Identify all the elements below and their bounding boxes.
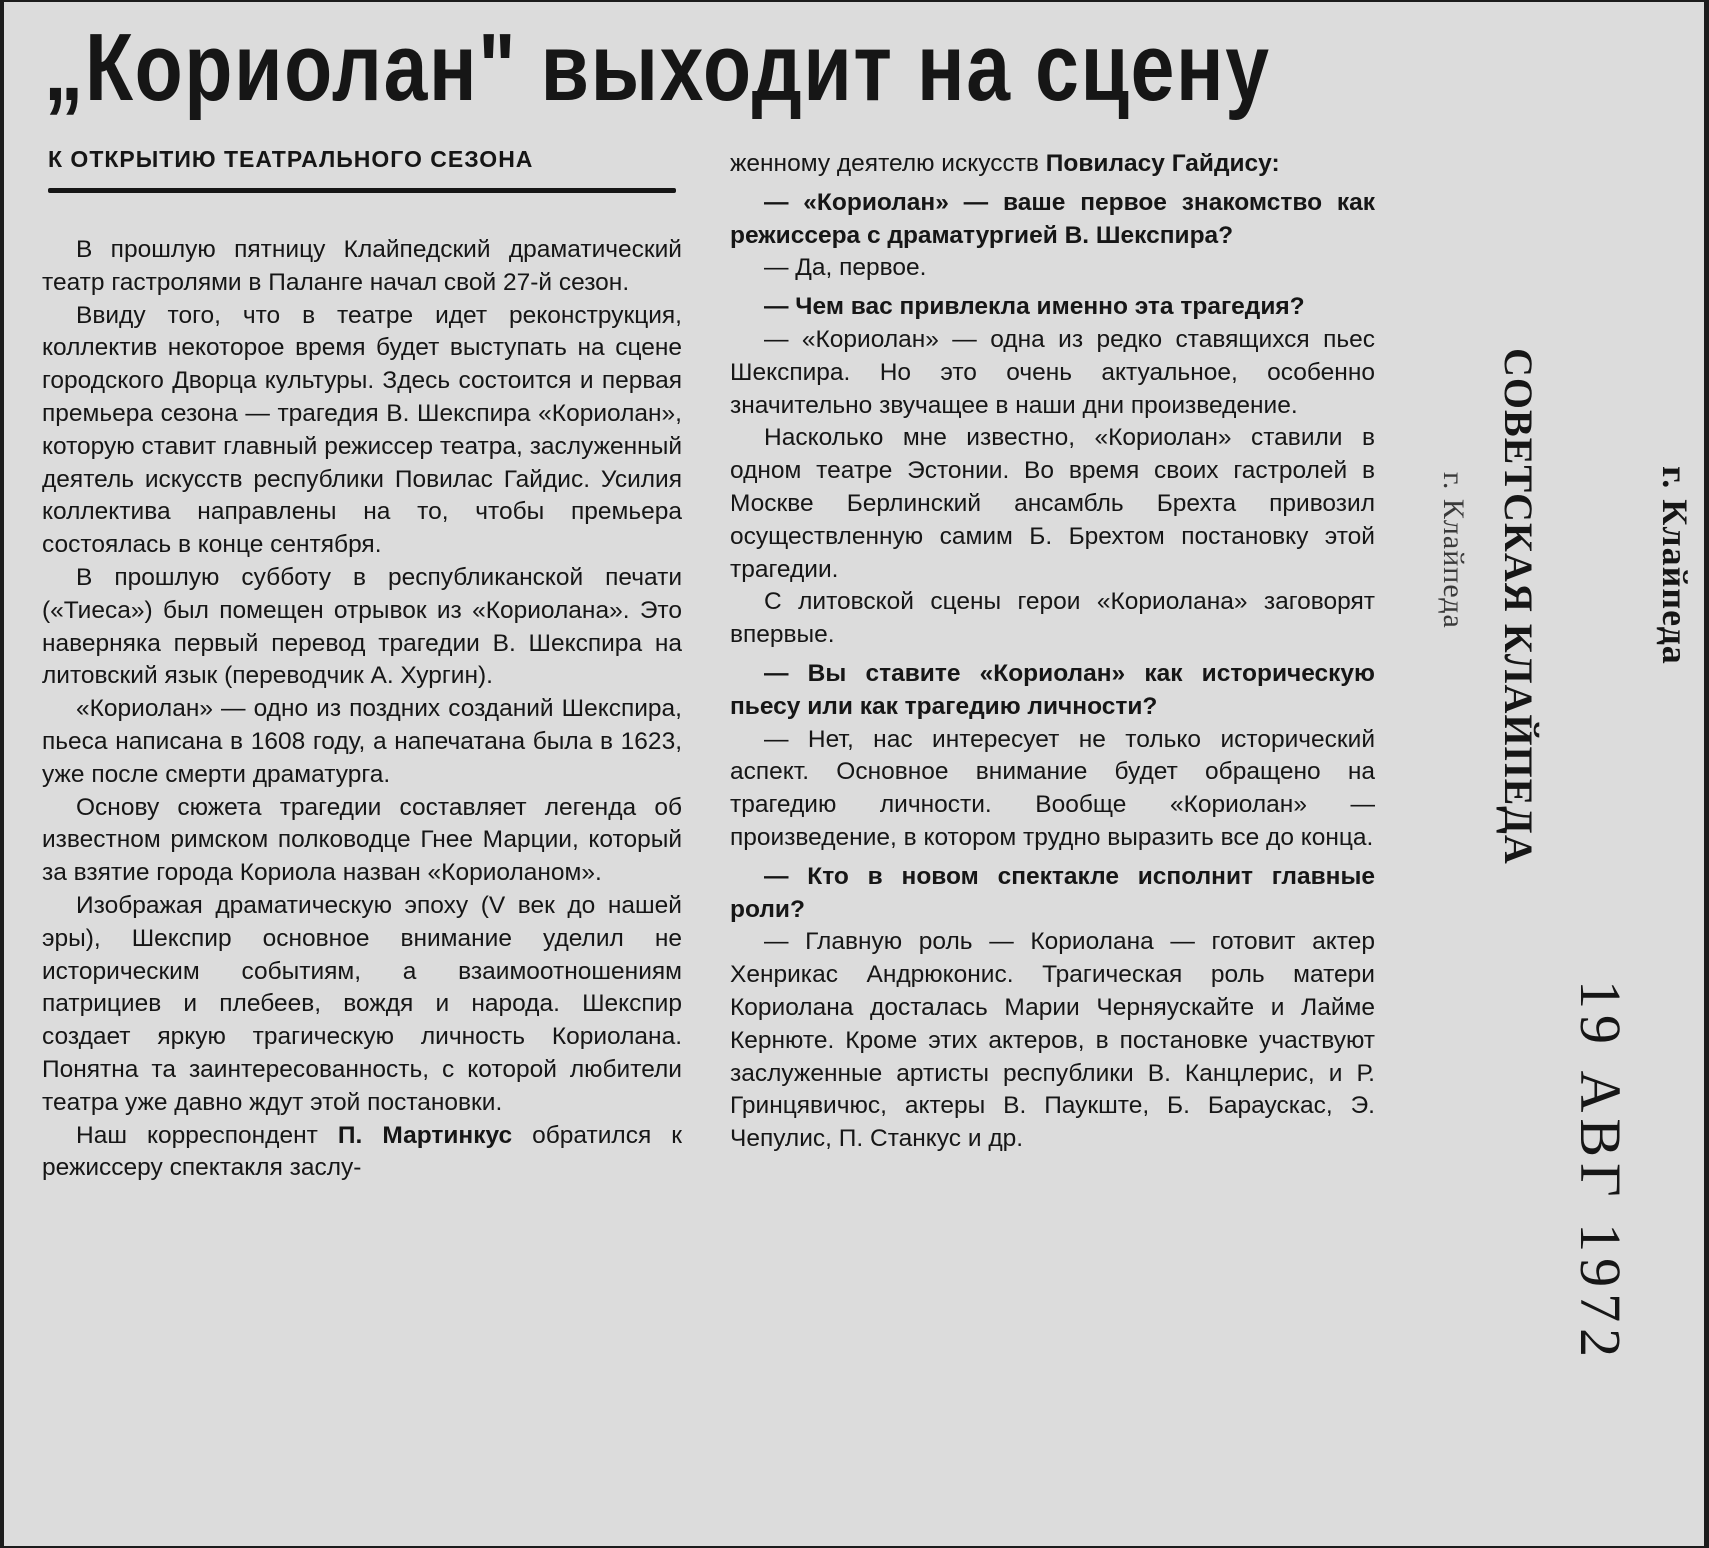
interview-paragraphs	[730, 187, 1375, 1156]
interview-answer: — Главную роль — Кориолана — готовит актер Хенрикас Андрюконис. Трагическая роль матери Кориолана досталась Марии Черняускайте и Лайме Кернюте. Кроме этих актеров, в постановке участвуют заслуженные артисты республики В. Канцлерис, и Р. Гринцявичюс, актеры В. Паукште, Б. Бараускас, Э. Чепулис, П. Станкус и др.	[730, 928, 1375, 1153]
text-fragment: обратился к режиссеру спектакля заслу-	[42, 1121, 682, 1182]
interview-answer: — «Кориолан» — одна из редко ставящихся пьес Шекспира. Но это очень актуальное, особенно значительно звучащее в наши дни произведение.	[730, 325, 1375, 419]
paragraph: В прошлую пятницу Клайпедский драматический театр гастролями в Паланге начал свой 27-й сезон.	[42, 236, 682, 296]
interview-question: — Чем вас привлекла именно эта трагедия?	[764, 293, 1305, 321]
section-kicker: К ОТКРЫТИЮ ТЕАТРАЛЬНОГО СЕЗОНА	[48, 146, 534, 172]
interview-question: — Кто в новом спектакле исполнит главные роли?	[730, 862, 1375, 923]
interview-question: — Вы ставите «Кориолан» как историческую пьесу или как трагедию личности?	[730, 659, 1375, 720]
paragraph: Основу сюжета трагедии составляет легенда об известном римском полководце Гнее Марции, который за взятие города Кориола назван «Кориоланом».	[42, 793, 682, 887]
text-fragment: женному деятелю искусств	[730, 150, 1046, 177]
newspaper-clipping	[4, 2, 1704, 1546]
date-stamp: 19 АВГ 1972	[1568, 980, 1633, 1364]
interview-answer: Насколько мне известно, «Кориолан» ставили в одном театре Эстонии. Во время своих гастролей в Москве Берлинский ансамбль Брехта привозил осуществленную самим Б. Брехтом постановку этой трагедии.	[730, 424, 1375, 583]
correspondent-name: П. Мартинкус	[337, 1121, 513, 1149]
paragraph: «Кориолан» — одно из поздних созданий Шекспира, пьеса написана в 1608 году, а напечатана была в 1623, уже после смерти драматурга.	[42, 695, 682, 788]
interview-answer: — Да, первое.	[764, 254, 927, 282]
paragraph: Ввиду того, что в театре идет реконструкция, коллектив некоторое время будет выступать на сцене городского Дворца культуры. Здесь состоится и первая премьера сезона — трагедия В. Шекспира «Кориолан», которую ставит главный режиссер театра, заслуженный деятель искусств республики Повилас Гайдис. Усилия коллектива направлены на то, чтобы премьера состоялась в конце сентября.	[42, 301, 682, 559]
paragraph-addressee	[730, 148, 1375, 181]
interview-answer: — Нет, нас интересует не только исторический аспект. Основное внимание будет обращено на трагедию личности. Вообще «Кориолан» — произведение, в котором трудно выразить все до конца.	[730, 725, 1375, 851]
kicker-underline	[48, 188, 676, 193]
newspaper-stamp: СОВЕТСКАЯ КЛАЙПЕДА	[1496, 348, 1541, 865]
interview-question: — «Кориолан» — ваше первое знакомство как режиссера с драматургией В. Шекспира?	[730, 188, 1375, 249]
director-name: Повиласу Гайдису:	[1045, 150, 1280, 177]
interview-answer: С литовской сцены герои «Кориолана» заговорят впервые.	[730, 588, 1375, 649]
text-fragment: Наш корреспондент	[76, 1121, 338, 1149]
city-stamp: г. Клайпеда	[1437, 472, 1470, 629]
headline: „Кориолан" выходит на сцену	[44, 14, 1271, 121]
city-stamp-bold: г. Клайпеда	[1655, 466, 1695, 665]
left-column	[42, 234, 682, 1185]
paragraph-correspondent	[42, 1120, 682, 1186]
right-column	[730, 148, 1375, 1156]
paragraph: В прошлую субботу в республиканской печати («Тиеса») был помещен отрывок из «Кориолана». Это наверняка первый перевод трагедии В. Шекспира на литовский язык (переводчик А. Хургин).	[42, 563, 682, 690]
paragraph: Изображая драматическую эпоху (V век до нашей эры), Шекспир основное внимание уделил не историческим событиям, а взаимоотношениям патрициев и плебеев, вождя и народа. Шекспир создает яркую трагическую личность Кориолана. Понятна та заинтересованность, с которой любители театра уже давно ждут этой постановки.	[42, 891, 682, 1116]
